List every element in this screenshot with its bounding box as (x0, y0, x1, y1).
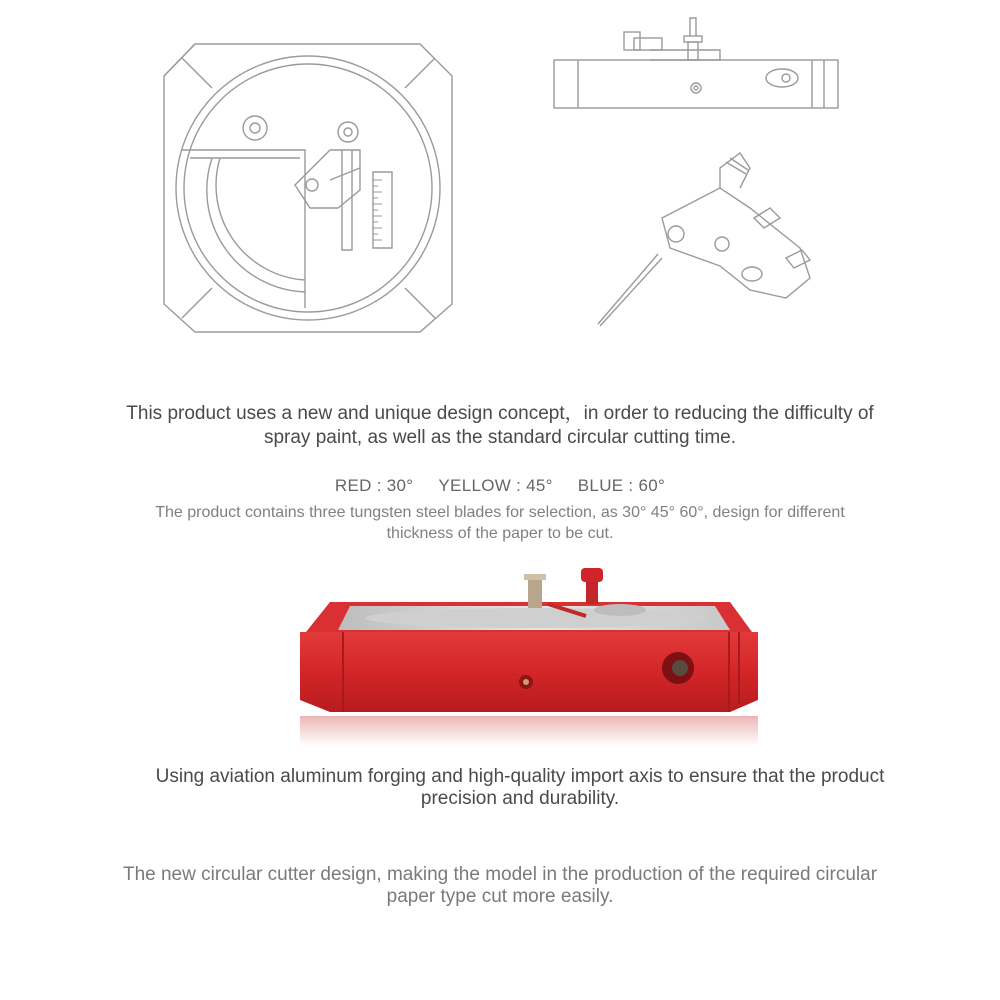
blade-note (0, 502, 1000, 544)
intro-text (0, 402, 1000, 450)
blue-angle-label: BLUE : 60° (577, 476, 666, 495)
yellow-angle-label: YELLOW : 45° (438, 476, 553, 495)
blade-note-line-2: thickness of the paper to be cut. (386, 525, 614, 542)
intro-line-1: This product uses a new and unique design concept，in order to reducing the difficulty of (126, 403, 874, 424)
design-note-line-2: paper type cut more easily. (386, 886, 614, 907)
blade-note-line-1: The product contains three tungsten steel blades for selection, as 30° 45° 60°, design for different (155, 504, 845, 521)
cutter-side-view-drawing (550, 14, 845, 114)
blade-angles (0, 476, 1000, 496)
cutter-top-view-drawing (160, 40, 460, 340)
design-note (0, 864, 1000, 908)
intro-line-2: spray paint, as well as the standard circular cutting time. (263, 427, 737, 448)
material-note-line-2: precision and durability. (420, 788, 620, 809)
red-angle-label: RED : 30° (334, 476, 414, 495)
material-note-line-1: Using aviation aluminum forging and high-quality import axis to ensure that the product (155, 766, 885, 787)
product-photo (290, 560, 770, 750)
design-note-line-1: The new circular cutter design, making the model in the production of the required circular (122, 864, 878, 885)
blade-holder-drawing (590, 148, 820, 328)
material-note (0, 766, 1000, 810)
